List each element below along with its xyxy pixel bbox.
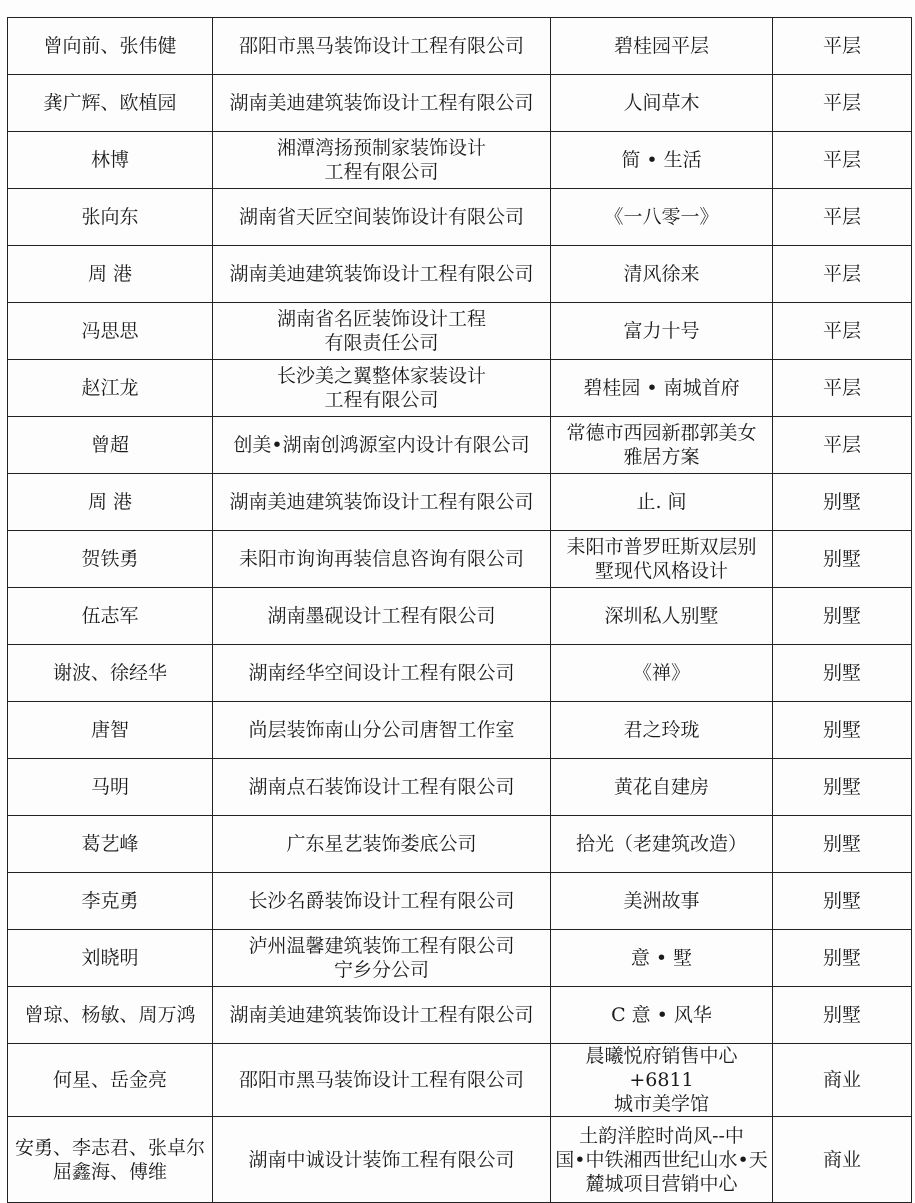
category-cell: 别墅 xyxy=(773,873,912,930)
company-cell: 长沙名爵装饰设计工程有限公司 xyxy=(213,873,551,930)
company-cell: 湖南点石装饰设计工程有限公司 xyxy=(213,759,551,816)
table-row xyxy=(8,816,912,873)
designer-cell: 曾琼、杨敏、周万鸿 xyxy=(8,987,213,1044)
table-row xyxy=(8,474,912,531)
company-cell: 耒阳市询询再装信息咨询有限公司 xyxy=(213,531,551,588)
project-cell: 碧桂园平层 xyxy=(551,18,773,75)
project-cell: 止. 间 xyxy=(551,474,773,531)
project-cell: C 意 • 风华 xyxy=(551,987,773,1044)
table-row xyxy=(8,189,912,246)
table-row xyxy=(8,75,912,132)
project-cell: 人间草木 xyxy=(551,75,773,132)
company-cell: 湖南省天匠空间装饰设计有限公司 xyxy=(213,189,551,246)
table-body xyxy=(8,18,912,1203)
table-row xyxy=(8,588,912,645)
company-cell: 湖南美迪建筑装饰设计工程有限公司 xyxy=(213,474,551,531)
project-cell: 碧桂园 • 南城首府 xyxy=(551,360,773,417)
project-cell: 意 • 墅 xyxy=(551,930,773,987)
designer-cell: 安勇、李志君、张卓尔 屈鑫海、傅维 xyxy=(8,1117,213,1203)
designer-cell: 周 港 xyxy=(8,246,213,303)
company-cell: 邵阳市黑马装饰设计工程有限公司 xyxy=(213,1044,551,1117)
designer-cell: 刘晓明 xyxy=(8,930,213,987)
category-cell: 别墅 xyxy=(773,987,912,1044)
project-cell: 《禅》 xyxy=(551,645,773,702)
company-cell: 湖南中诚设计装饰工程有限公司 xyxy=(213,1117,551,1203)
category-cell: 商业 xyxy=(773,1044,912,1117)
table-row xyxy=(8,246,912,303)
table-row xyxy=(8,645,912,702)
category-cell: 平层 xyxy=(773,303,912,360)
company-cell: 广东星艺装饰娄底公司 xyxy=(213,816,551,873)
project-cell: 《一八零一》 xyxy=(551,189,773,246)
category-cell: 平层 xyxy=(773,246,912,303)
designer-cell: 李克勇 xyxy=(8,873,213,930)
designer-cell: 林博 xyxy=(8,132,213,189)
category-cell: 平层 xyxy=(773,417,912,474)
project-cell: 常德市西园新郡郭美女 雅居方案 xyxy=(551,417,773,474)
designer-cell: 周 港 xyxy=(8,474,213,531)
company-cell: 湖南经华空间设计工程有限公司 xyxy=(213,645,551,702)
company-cell: 湖南美迪建筑装饰设计工程有限公司 xyxy=(213,987,551,1044)
category-cell: 别墅 xyxy=(773,588,912,645)
designer-cell: 伍志军 xyxy=(8,588,213,645)
table-row xyxy=(8,873,912,930)
project-cell: 黄花自建房 xyxy=(551,759,773,816)
category-cell: 平层 xyxy=(773,18,912,75)
project-cell: 富力十号 xyxy=(551,303,773,360)
table-row xyxy=(8,930,912,987)
designer-cell: 龚广辉、欧植园 xyxy=(8,75,213,132)
table-row xyxy=(8,417,912,474)
table-row xyxy=(8,702,912,759)
company-cell: 湖南墨砚设计工程有限公司 xyxy=(213,588,551,645)
company-cell: 湘潭湾扬预制家装饰设计 工程有限公司 xyxy=(213,132,551,189)
designer-cell: 曾向前、张伟健 xyxy=(8,18,213,75)
designer-cell: 曾超 xyxy=(8,417,213,474)
table-row xyxy=(8,18,912,75)
company-cell: 泸州温馨建筑装饰工程有限公司 宁乡分公司 xyxy=(213,930,551,987)
company-cell: 湖南美迪建筑装饰设计工程有限公司 xyxy=(213,246,551,303)
table-row xyxy=(8,360,912,417)
designer-cell: 唐智 xyxy=(8,702,213,759)
category-cell: 平层 xyxy=(773,189,912,246)
company-cell: 湖南省名匠装饰设计工程 有限责任公司 xyxy=(213,303,551,360)
category-cell: 别墅 xyxy=(773,930,912,987)
company-cell: 尚层装饰南山分公司唐智工作室 xyxy=(213,702,551,759)
company-cell: 创美•湖南创鸿源室内设计有限公司 xyxy=(213,417,551,474)
table-row xyxy=(8,531,912,588)
category-cell: 平层 xyxy=(773,75,912,132)
project-cell: 君之玲珑 xyxy=(551,702,773,759)
designer-cell: 何星、岳金亮 xyxy=(8,1044,213,1117)
table-row xyxy=(8,1117,912,1203)
category-cell: 商业 xyxy=(773,1117,912,1203)
designer-cell: 葛艺峰 xyxy=(8,816,213,873)
category-cell: 别墅 xyxy=(773,645,912,702)
category-cell: 别墅 xyxy=(773,474,912,531)
designer-cell: 张向东 xyxy=(8,189,213,246)
table-row xyxy=(8,303,912,360)
designer-cell: 马明 xyxy=(8,759,213,816)
project-cell: 土韵洋腔时尚风--中 国•中铁湘西世纪山水•天 麓城项目营销中心 xyxy=(551,1117,773,1203)
category-cell: 别墅 xyxy=(773,702,912,759)
project-cell: 清风徐来 xyxy=(551,246,773,303)
award-list-table xyxy=(7,17,912,1203)
project-cell: 深圳私人别墅 xyxy=(551,588,773,645)
designer-cell: 贺铁勇 xyxy=(8,531,213,588)
designer-cell: 赵江龙 xyxy=(8,360,213,417)
project-cell: 晨曦悦府销售中心+6811 城市美学馆 xyxy=(551,1044,773,1117)
project-cell: 拾光（老建筑改造） xyxy=(551,816,773,873)
project-cell: 耒阳市普罗旺斯双层别 墅现代风格设计 xyxy=(551,531,773,588)
company-cell: 湖南美迪建筑装饰设计工程有限公司 xyxy=(213,75,551,132)
category-cell: 别墅 xyxy=(773,816,912,873)
table-row xyxy=(8,1044,912,1117)
category-cell: 平层 xyxy=(773,132,912,189)
table-row xyxy=(8,132,912,189)
project-cell: 美洲故事 xyxy=(551,873,773,930)
designer-cell: 谢波、徐经华 xyxy=(8,645,213,702)
table-row xyxy=(8,759,912,816)
company-cell: 邵阳市黑马装饰设计工程有限公司 xyxy=(213,18,551,75)
category-cell: 平层 xyxy=(773,360,912,417)
category-cell: 别墅 xyxy=(773,759,912,816)
category-cell: 别墅 xyxy=(773,531,912,588)
table-row xyxy=(8,987,912,1044)
designer-cell: 冯思思 xyxy=(8,303,213,360)
project-cell: 简 • 生活 xyxy=(551,132,773,189)
company-cell: 长沙美之翼整体家装设计 工程有限公司 xyxy=(213,360,551,417)
